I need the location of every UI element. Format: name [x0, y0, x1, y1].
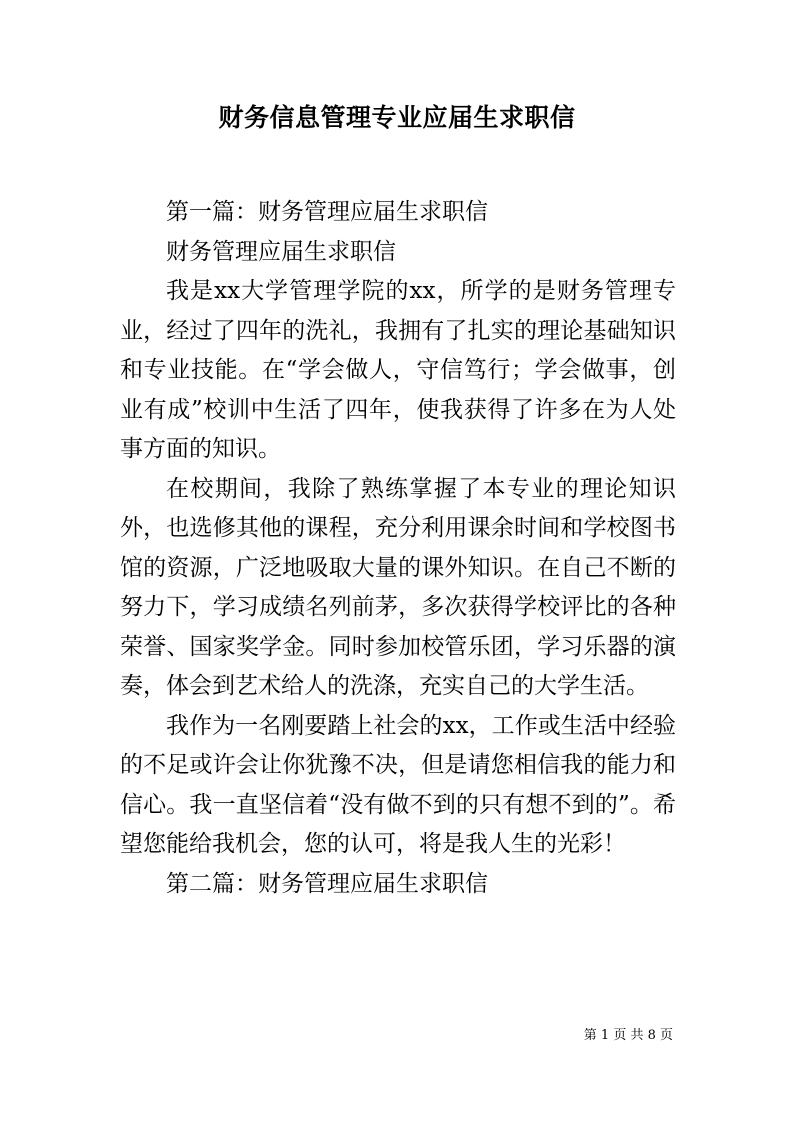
body-paragraph: 我作为一名刚要踏上社会的xx，工作或生活中经验的不足或许会让你犹豫不决，但是请您相信我的能力和信心。我一直坚信着“没有做不到的只有想不到的”。希望您能给我机会，您的认可，将是我人生的光彩！: [120, 712, 676, 857]
section-heading-2: 第二篇：财务管理应届生求职信: [166, 870, 488, 897]
letter-heading: 财务管理应届生求职信: [166, 238, 396, 265]
section-heading-1: 第一篇：财务管理应届生求职信: [166, 199, 488, 225]
document-title: 财务信息管理专业应届生求职信: [218, 103, 576, 132]
body-paragraph: 我是xx大学管理学院的xx，所学的是财务管理专业，经过了四年的洗礼，我拥有了扎实的理论基础知识和专业技能。在“学会做人，守信笃行；学会做事，创业有成”校训中生活了四年，使我获得了许多在为人处事方面的知识。: [120, 278, 676, 462]
document-body: [120, 193, 676, 904]
page-number-footer: 第 1 页 共 8 页: [583, 1028, 673, 1043]
body-paragraph: 在校期间，我除了熟练掌握了本专业的理论知识外，也选修其他的课程，充分利用课余时间和学校图书馆的资源，广泛地吸取大量的课外知识。在自己不断的努力下，学习成绩名列前茅，多次获得学校评比的各种荣誉、国家奖学金。同时参加校管乐团，学习乐器的演奏，体会到艺术给人的洗涤，充实自己的大学生活。: [120, 475, 676, 699]
